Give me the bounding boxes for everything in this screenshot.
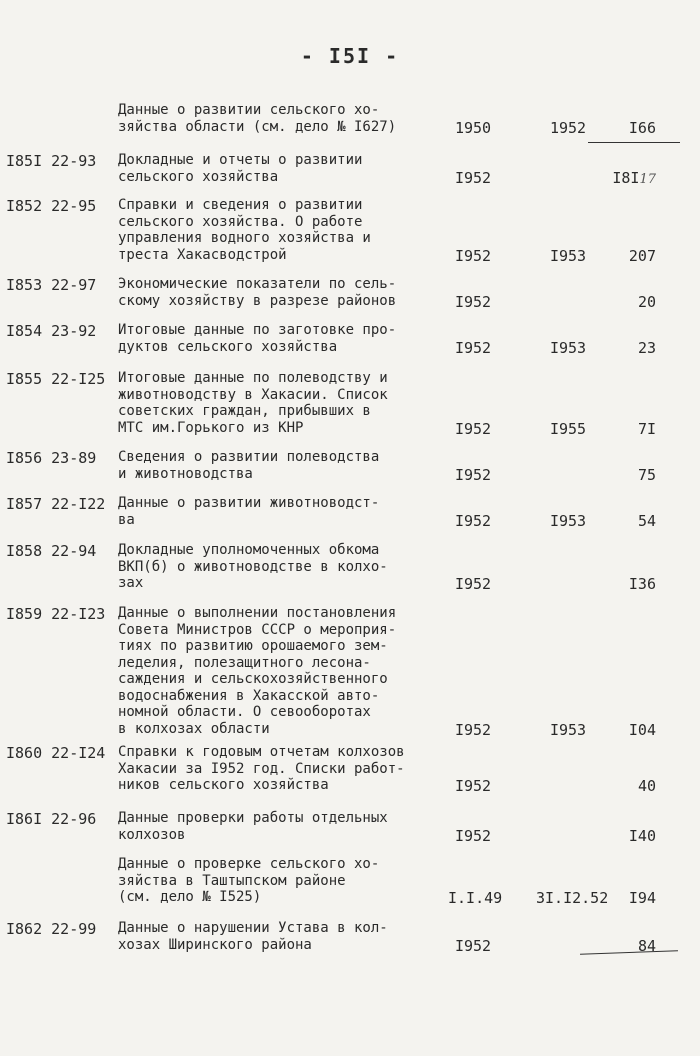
sheet-count-value: 40 bbox=[637, 777, 656, 795]
entry-sheet-count bbox=[612, 293, 656, 311]
sheet-count-value: I40 bbox=[628, 826, 656, 845]
entry-start-date: I952 bbox=[454, 292, 492, 311]
entry-description: Итоговые данные по полеводству и животноводству в Хакасии. Список советских граждан, прибывших в МТС им.Горького из КНР bbox=[118, 370, 388, 436]
entry-sheet-count bbox=[612, 247, 656, 265]
entry-end-date: I953 bbox=[549, 720, 587, 739]
sheet-count-value: 20 bbox=[637, 292, 656, 311]
sheet-count-value: I8I bbox=[612, 168, 640, 187]
entry-start-date: I952 bbox=[454, 246, 492, 265]
entry-start-date: I952 bbox=[454, 511, 492, 530]
entry-sheet-count bbox=[612, 512, 656, 530]
entry-number: I860 22-I24 bbox=[6, 744, 106, 762]
sheet-count-value: I94 bbox=[628, 889, 656, 907]
sheet-count-value: I36 bbox=[628, 575, 656, 593]
entry-number: I856 23-89 bbox=[6, 449, 97, 467]
sheet-count-value: 75 bbox=[637, 465, 656, 484]
entry-number: I852 22-95 bbox=[6, 197, 97, 215]
entry-description: Справки и сведения о развитии сельского хозяйства. О работе управления водного хозяйства и треста Хакасводстрой bbox=[118, 197, 371, 263]
entry-number: I862 22-99 bbox=[6, 920, 97, 938]
entry-description: Данные о выполнении постановления Совета Министров СССР о мероприя- тиях по развитию орошаемого зем- леделия, полезащитного лесона- саждения и сельскохозяйственного водоснабжения в Хакасской авто- номной области. О севооборотах в колхозах области bbox=[118, 605, 397, 737]
sheet-count-value: 23 bbox=[637, 338, 656, 357]
entry-start-date: I952 bbox=[454, 168, 492, 187]
entry-description: Сведения о развитии полеводства и животноводства bbox=[118, 449, 380, 482]
sheet-count-value: 84 bbox=[637, 936, 656, 955]
entry-description: Данные о нарушении Устава в кол- хозах Ширинского района bbox=[118, 920, 388, 953]
page-number: - I5I - bbox=[300, 44, 400, 68]
entry-start-date: I952 bbox=[454, 936, 492, 955]
entry-number: I858 22-94 bbox=[6, 542, 97, 560]
entry-number: I853 22-97 bbox=[6, 276, 97, 294]
entry-number: I854 23-92 bbox=[6, 322, 97, 340]
sheet-count-value: 7I bbox=[637, 419, 656, 438]
entry-end-date: I953 bbox=[549, 511, 587, 530]
entry-description: Экономические показатели по сель- скому хозяйству в разрезе районов bbox=[118, 276, 397, 309]
underline-mark-top bbox=[588, 142, 680, 143]
entry-end-date: 3I.I2.52 bbox=[536, 889, 609, 907]
entry-end-date: I955 bbox=[549, 419, 587, 438]
entry-description: Данные проверки работы отдельных колхозов bbox=[118, 810, 388, 843]
sheet-count-value: I66 bbox=[628, 118, 656, 137]
entry-start-date: I952 bbox=[454, 777, 492, 795]
entry-sheet-count bbox=[612, 420, 656, 438]
entry-number: I86I 22-96 bbox=[6, 810, 97, 828]
entry-description: Докладные уполномоченных обкома ВКП(б) о животноводстве в колхо- зах bbox=[118, 542, 388, 591]
entry-start-date: I.I.49 bbox=[448, 889, 503, 907]
entry-description: Данные о развитии сельского хо- зяйства области (см. дело № I627) bbox=[118, 102, 397, 135]
entry-description: Докладные и отчеты о развитии сельского хозяйства bbox=[118, 152, 363, 185]
entry-description: Итоговые данные по заготовке про- дуктов сельского хозяйства bbox=[118, 322, 397, 355]
entry-sheet-count bbox=[612, 827, 656, 845]
entry-sheet-count bbox=[612, 119, 656, 137]
sheet-count-value: I04 bbox=[628, 720, 656, 739]
handwritten-correction: 17 bbox=[639, 171, 656, 187]
entry-start-date: I952 bbox=[454, 720, 492, 739]
entry-description: Данные о проверке сельского хо- зяйства в Таштыпском районе (см. дело № I525) bbox=[118, 856, 380, 905]
entry-sheet-count bbox=[612, 339, 656, 357]
entry-sheet-count bbox=[612, 889, 656, 907]
entry-start-date: I952 bbox=[454, 826, 492, 845]
entry-start-date: I952 bbox=[454, 465, 492, 484]
entry-end-date: 1952 bbox=[549, 118, 587, 137]
entry-description: Данные о развитии животноводст- ва bbox=[118, 495, 380, 528]
entry-sheet-count bbox=[612, 721, 656, 739]
entry-sheet-count bbox=[612, 169, 656, 187]
entry-number: I85I 22-93 bbox=[6, 152, 97, 170]
entry-sheet-count bbox=[612, 466, 656, 484]
entry-start-date: 1950 bbox=[454, 118, 492, 137]
entry-number: I855 22-I25 bbox=[6, 370, 106, 388]
entry-end-date: I953 bbox=[549, 338, 587, 357]
entry-end-date: I953 bbox=[549, 246, 587, 265]
sheet-count-value: 54 bbox=[637, 511, 656, 530]
entry-description: Справки к годовым отчетам колхозов Хакасии за I952 год. Списки работ- ников сельского хозяйства bbox=[118, 744, 405, 793]
entry-sheet-count bbox=[612, 777, 656, 795]
entry-number: I859 22-I23 bbox=[6, 605, 106, 623]
entry-number: I857 22-I22 bbox=[6, 495, 106, 513]
entry-start-date: I952 bbox=[454, 419, 492, 438]
entry-start-date: I952 bbox=[454, 338, 492, 357]
entry-sheet-count bbox=[612, 575, 656, 593]
entry-start-date: I952 bbox=[454, 575, 492, 593]
sheet-count-value: 207 bbox=[628, 246, 656, 265]
